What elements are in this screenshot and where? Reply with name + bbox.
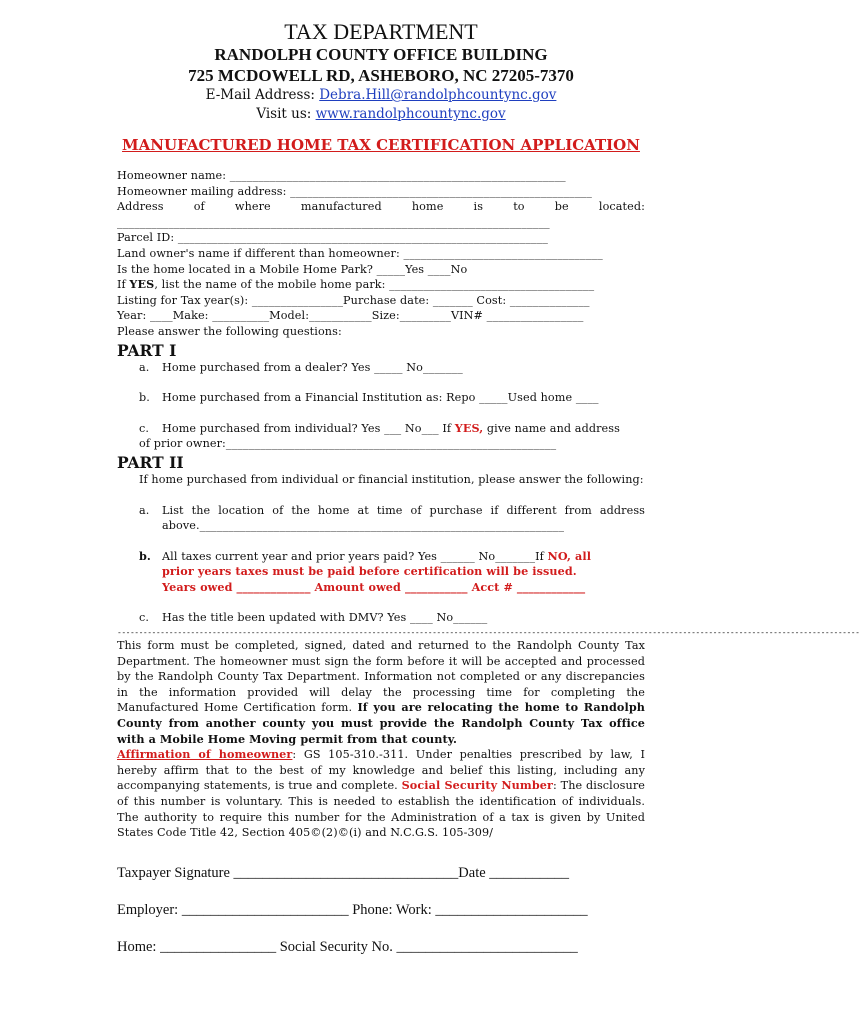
land-owner-field[interactable]: Land owner's name if different than homeowner: ___________________________________ <box>117 246 603 260</box>
question-b-text: Home purchased from a Financial Institution as: Repo _____Used home ____ <box>162 391 599 405</box>
question-c-text-post: give name and address <box>483 421 620 435</box>
listing-field[interactable]: Listing for Tax year(s): ________________Purchase date: _______ Cost: ______________ <box>117 293 590 307</box>
address-line-field[interactable]: ____________________________________________________________________________ <box>117 215 550 229</box>
form-title: MANUFACTURED HOME TAX CERTIFICATION APPLICATION <box>122 136 640 154</box>
office-building: RANDOLPH COUNTY OFFICE BUILDING <box>214 45 548 64</box>
p2-question-b-text: All taxes current year and prior years paid? Yes ______ No_______If <box>162 549 548 563</box>
separator-line: ---------------------------------------------------------------------------------------------------------------------------------------------------------------------------- <box>117 628 859 638</box>
address-located-label: Address of where manufactured home is to be located: <box>117 200 645 214</box>
part-1-question-c[interactable] <box>139 421 645 437</box>
home-ssn-line[interactable]: Home: ________________ Social Security No. _________________________ <box>117 938 578 955</box>
part-2-heading: PART II <box>117 452 184 472</box>
website-link[interactable]: www.randolphcountync.gov <box>315 106 506 122</box>
question-a-label: a. <box>139 360 150 374</box>
taxes-warning: prior years taxes must be paid before certification will be issued. <box>162 564 577 579</box>
part-2-question-b[interactable] <box>139 549 645 596</box>
part-1-question-b[interactable] <box>139 390 645 406</box>
part-2-questions <box>139 472 645 626</box>
affirmation-label: Affirmation of homeowner <box>117 747 293 762</box>
question-b-label: b. <box>139 391 150 405</box>
ssn-label: Social Security Number <box>401 778 553 793</box>
email-line <box>117 86 645 105</box>
p2-question-c-text: Has the title been updated with DMV? Yes ____ No______ <box>162 611 488 625</box>
part-2-intro: If home purchased from individual or financial institution, please answer the following: <box>139 472 644 486</box>
email-label: E-Mail Address: <box>205 87 320 103</box>
mailing-address-field[interactable]: Homeowner mailing address: _____________________________________________________ <box>117 184 592 198</box>
affirmation-text: : GS 105-310.-311. Under penalties prescribed by law, I hereby affirm that to the best of my knowledge and belief this listing, including any accompanying statements, is true and complete. <box>117 748 646 793</box>
homeowner-name-field[interactable]: Homeowner name: ___________________________________________________________ <box>117 169 566 182</box>
p2-question-b-no: NO, all <box>547 548 592 563</box>
p2-question-b-label: b. <box>139 548 151 563</box>
email-link[interactable]: Debra.Hill@randolphcountync.gov <box>319 87 557 103</box>
vehicle-field[interactable]: Year: ____Make: __________Model:___________Size:_________VIN# _________________ <box>117 309 584 323</box>
park-yes-bold: YES <box>129 277 155 292</box>
tax-form-page <box>117 19 859 957</box>
website-label: Visit us: <box>256 106 316 122</box>
parcel-id-field[interactable]: Parcel ID: _________________________________________________________________ <box>117 231 548 245</box>
instruction-text: Please answer the following questions: <box>117 324 342 338</box>
question-c-text: Home purchased from individual? Yes ___ No___ If <box>162 421 455 435</box>
notice-text: This form must be completed, signed, dated and returned to the Randolph County Tax Department. The homeowner must sign the form before it will be accepted and processed by the Randolph County Tax Department. Information not completed or any discrepancies in the information provided will delay the processing time for completing the Manufactured Home Certification form. <box>117 639 645 715</box>
p2-question-a-label: a. <box>139 503 150 517</box>
park-name-field[interactable] <box>117 277 645 293</box>
p2-question-a-text: List the location of the home at time of purchase if different from address above.________________________________________________________________ <box>162 503 645 533</box>
employer-line[interactable]: Employer: _______________________ Phone: Work: _____________________ <box>117 901 588 918</box>
p2-question-c-label: c. <box>139 611 150 625</box>
website-line <box>117 105 645 124</box>
part-2-question-a[interactable] <box>139 503 645 534</box>
part-1-heading: PART I <box>117 340 177 360</box>
years-owed-field[interactable]: Years owed _____________ Amount owed ___________ Acct # ____________ <box>162 579 586 594</box>
part-2-question-c[interactable] <box>139 610 645 626</box>
ssn-text: : The disclosure of this number is voluntary. This is needed to establish the identification of individuals. The authority to require this number for the Administration of a tax is given by United States Code Title 42, Section 405©(2)©(i) and N.C.G.S. 105-309/ <box>117 779 645 840</box>
park-name-post: , list the name of the mobile home park: ____________________________________ <box>154 278 595 292</box>
park-name-pre: If <box>117 278 130 292</box>
homeowner-fields <box>117 168 645 340</box>
question-a-text: Home purchased from a dealer? Yes _____ No_______ <box>162 360 463 374</box>
notice-paragraph <box>117 638 645 841</box>
part-1-questions <box>139 360 645 452</box>
question-c-yes: YES, <box>454 420 484 435</box>
office-address: 725 MCDOWELL RD, ASHEBORO, NC 27205-7370 <box>188 66 574 85</box>
department-title: TAX DEPARTMENT <box>284 19 478 44</box>
notice-bold: If you are relocating the home to Randolph County from another county you must provide the Randolph County Tax office with a Mobile Home Moving permit from that county. <box>117 700 645 746</box>
signature-line[interactable]: Taxpayer Signature _______________________________Date ___________ <box>117 864 570 881</box>
part-1-question-a[interactable] <box>139 360 645 376</box>
mobile-park-question[interactable]: Is the home located in a Mobile Home Park? _____Yes ____No <box>117 262 468 276</box>
prior-owner-field[interactable]: of prior owner:__________________________________________________________ <box>139 437 557 451</box>
question-c-label: c. <box>139 421 150 435</box>
